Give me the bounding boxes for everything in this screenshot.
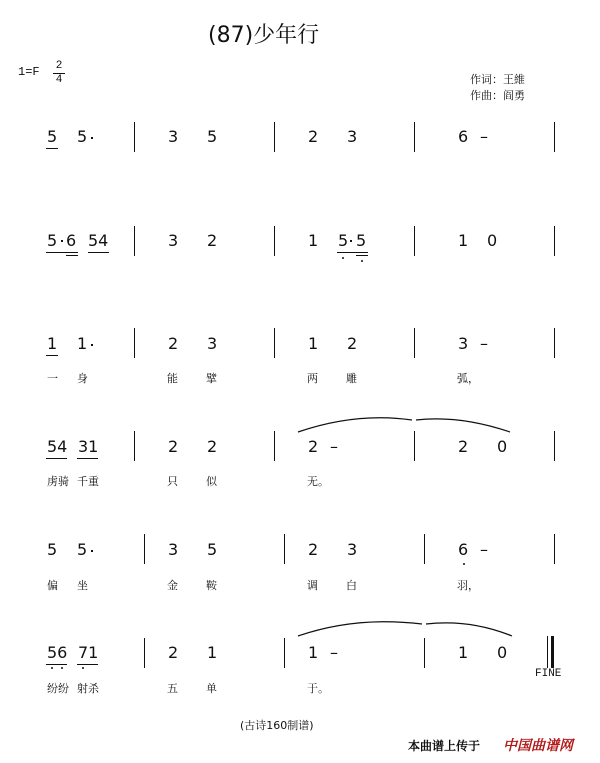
note: 5 <box>77 127 88 146</box>
lyricist-credit: 作词：王維 <box>470 73 525 86</box>
lyric: 射杀 <box>77 682 99 695</box>
score-title: (87)少年行 <box>208 23 320 48</box>
note: 2 <box>347 334 358 353</box>
note: 56 <box>47 643 68 662</box>
composer-credit: 作曲：阎勇 <box>470 89 525 102</box>
note: 2 <box>308 127 319 146</box>
lyric: 虏骑 <box>47 475 69 488</box>
lyric: 似 <box>206 475 217 488</box>
fine-marker: FINE <box>535 668 562 680</box>
note: 0 <box>487 231 498 250</box>
dash: – <box>480 540 488 559</box>
note: 1 <box>77 334 88 353</box>
note: 54 <box>88 231 109 250</box>
lyric: 千重 <box>77 475 99 488</box>
lyric: 只 <box>167 475 178 488</box>
dash: – <box>480 334 488 353</box>
lyric: 白 <box>346 579 357 592</box>
lyric: 单 <box>206 682 217 695</box>
lyric: 五 <box>167 682 178 695</box>
note: 0 <box>497 437 508 456</box>
note: 1 <box>308 231 319 250</box>
note: 2 <box>207 231 218 250</box>
note: 5 <box>207 540 218 559</box>
tie-row-4-right <box>416 419 510 432</box>
tie-row-6-right <box>426 623 512 636</box>
tie-row-4-left <box>298 418 412 432</box>
key-signature: 1=F <box>18 65 40 79</box>
note: 5 <box>338 231 349 250</box>
note: 5 <box>207 127 218 146</box>
note: 2 <box>168 334 179 353</box>
note: 2 <box>308 437 319 456</box>
lyric: 偏 <box>47 579 58 592</box>
note: 0 <box>497 643 508 662</box>
note: 71 <box>78 643 99 662</box>
site-logo: 中国曲谱网 <box>503 738 573 754</box>
note: 2 <box>207 437 218 456</box>
lyric: 调 <box>307 579 318 592</box>
lyric: 金 <box>167 579 178 592</box>
note: 5 <box>47 540 58 559</box>
note: 3 <box>207 334 218 353</box>
note: 5 <box>47 231 58 250</box>
dash: – <box>330 437 338 456</box>
note: 5 <box>47 127 58 146</box>
note: 2 <box>168 437 179 456</box>
note: 5 <box>77 540 88 559</box>
note: 1 <box>458 643 469 662</box>
note: 3 <box>168 127 179 146</box>
lyric: 两 <box>307 372 318 385</box>
note: 3 <box>168 540 179 559</box>
lyric: 于。 <box>307 682 329 695</box>
dash: – <box>330 643 338 662</box>
dash: – <box>480 127 488 146</box>
note: 6 <box>66 231 77 250</box>
upload-text: 本曲谱上传于 <box>408 739 481 753</box>
note: 6 <box>458 540 469 559</box>
note: 3 <box>458 334 469 353</box>
note: 1 <box>458 231 469 250</box>
note: 5 <box>356 231 367 250</box>
note: 1 <box>47 334 58 353</box>
note: 3 <box>347 127 358 146</box>
lyric: 无。 <box>307 475 329 488</box>
lyric: 能 <box>167 372 178 385</box>
lyric: 坐 <box>77 579 88 592</box>
note: 3 <box>347 540 358 559</box>
lyric: 雕 <box>346 372 357 385</box>
note: 6 <box>458 127 469 146</box>
note: 2 <box>168 643 179 662</box>
time-signature-top: 2 <box>53 61 65 74</box>
lyric: 鞍 <box>206 579 217 592</box>
note: 2 <box>308 540 319 559</box>
lyric: 纷纷 <box>47 682 69 695</box>
note: 1 <box>308 643 319 662</box>
lyric: 羽， <box>457 579 479 592</box>
footer-note: (古诗160制谱) <box>240 719 314 732</box>
time-signature-bottom: 4 <box>55 74 63 86</box>
note: 31 <box>78 437 99 456</box>
lyric: 身 <box>77 372 88 385</box>
note: 54 <box>47 437 68 456</box>
note: 1 <box>308 334 319 353</box>
lyric: 擘 <box>206 372 217 385</box>
note: 3 <box>168 231 179 250</box>
tie-row-6-left <box>298 622 422 636</box>
lyric: 一 <box>47 372 58 385</box>
note: 2 <box>458 437 469 456</box>
note: 1 <box>207 643 218 662</box>
lyric: 弧， <box>457 372 479 385</box>
